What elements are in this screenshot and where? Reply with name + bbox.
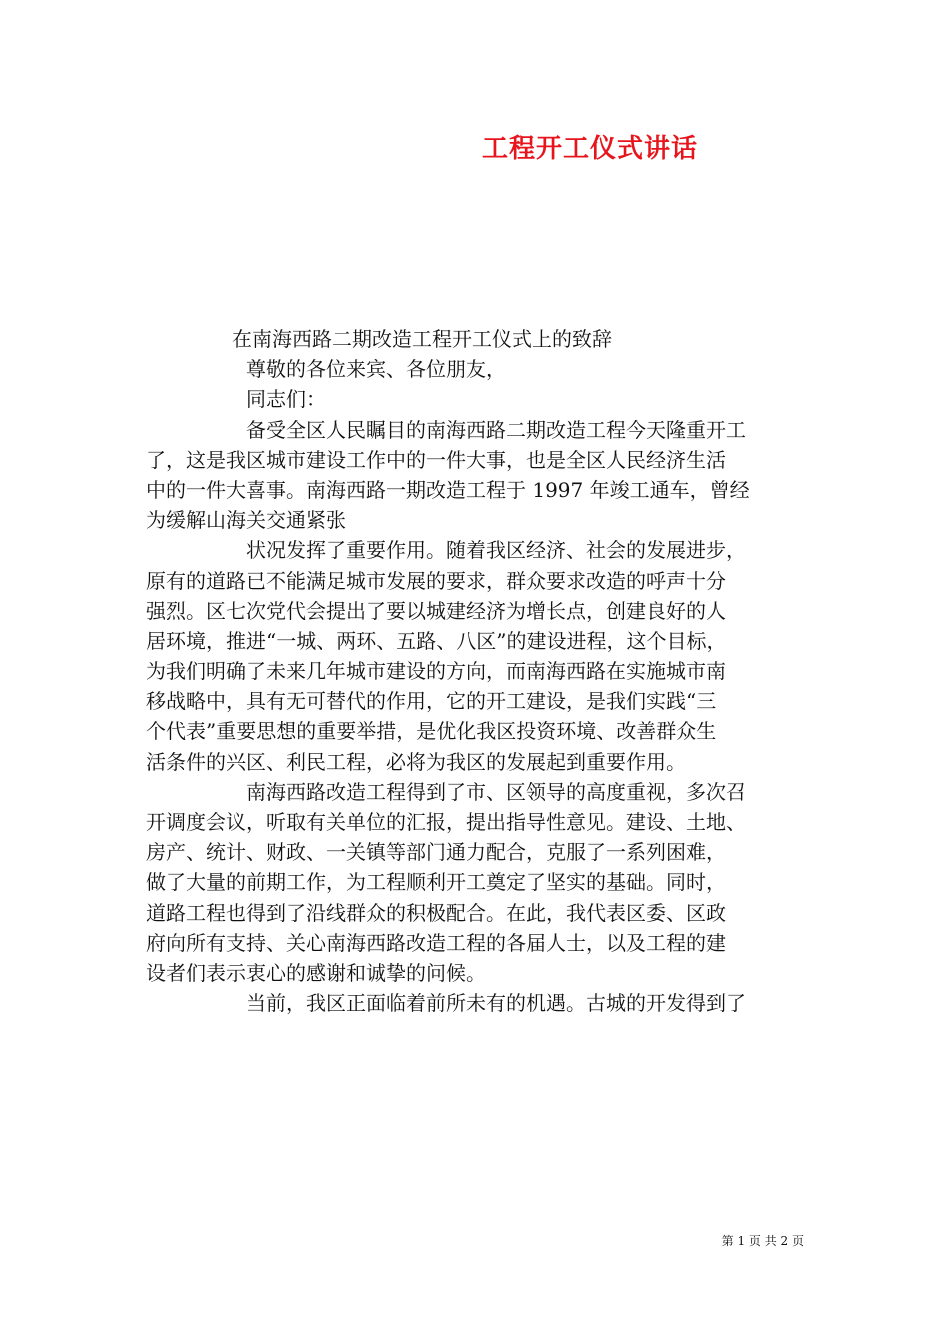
paragraph-3-line-6: 府向所有支持、关心南海西路改造工程的各届人士，以及工程的建 xyxy=(146,930,726,955)
paragraph-1-line-1: 备受全区人民瞩目的南海西路二期改造工程今天隆重开工 xyxy=(246,417,746,442)
paragraph-3-line-3: 房产、统计、财政、一关镇等部门通力配合，克服了一系列困难， xyxy=(146,840,726,865)
paragraph-4-line-1: 当前，我区正面临着前所未有的机遇。古城的开发得到了 xyxy=(246,991,746,1016)
paragraph-3-line-5: 道路工程也得到了沿线群众的积极配合。在此，我代表区委、区政 xyxy=(146,900,726,925)
paragraph-2-line-5: 为我们明确了未来几年城市建设的方向，而南海西路在实施城市南 xyxy=(146,659,726,684)
speech-subtitle: 在南海西路二期改造工程开工仪式上的致辞 xyxy=(232,327,612,351)
paragraph-2-line-6: 移战略中，具有无可替代的作用，它的开工建设，是我们实践“三 xyxy=(146,689,717,714)
document-body xyxy=(146,324,816,1018)
paragraph-2-line-7: 个代表”重要思想的重要举措，是优化我区投资环境、改善群众生 xyxy=(146,719,717,744)
paragraph-2-line-3: 强烈。区七次党代会提出了要以城建经济为增长点，创建良好的人 xyxy=(146,598,726,623)
page-number: 第 1 页 共 2 页 xyxy=(721,1234,804,1248)
paragraph-2-line-1: 状况发挥了重要作用。随着我区经济、社会的发展进步， xyxy=(246,538,746,563)
paragraph-2-line-8: 活条件的兴区、利民工程，必将为我区的发展起到重要作用。 xyxy=(146,749,686,774)
paragraph-3-line-2: 开调度会议，听取有关单位的汇报，提出指导性意见。建设、土地、 xyxy=(146,810,746,834)
paragraph-3-line-1: 南海西路改造工程得到了市、区领导的高度重视，多次召 xyxy=(246,779,746,804)
paragraph-2-line-2: 原有的道路已不能满足城市发展的要求，群众要求改造的呼声十分 xyxy=(146,568,726,593)
document-title: 工程开工仪式讲话 xyxy=(481,134,698,164)
paragraph-1-line-4: 为缓解山海关交通紧张 xyxy=(146,508,346,533)
greeting-line-1: 尊敬的各位来宾、各位朋友， xyxy=(246,357,506,382)
paragraph-3-line-7: 设者们表示衷心的感谢和诚挚的问候。 xyxy=(146,960,486,985)
greeting-line-2: 同志们： xyxy=(246,387,326,412)
paragraph-1-line-3: 中的一件大喜事。南海西路一期改造工程于 1997 年竣工通车，曾经 xyxy=(146,477,750,502)
paragraph-2-line-4: 居环境，推进“一城、两环、五路、八区”的建设进程，这个目标， xyxy=(146,628,727,653)
paragraph-3-line-4: 做了大量的前期工作，为工程顺利开工奠定了坚实的基础。同时， xyxy=(146,870,726,895)
paragraph-1-line-2: 了，这是我区城市建设工作中的一件大事，也是全区人民经济生活 xyxy=(146,447,726,472)
